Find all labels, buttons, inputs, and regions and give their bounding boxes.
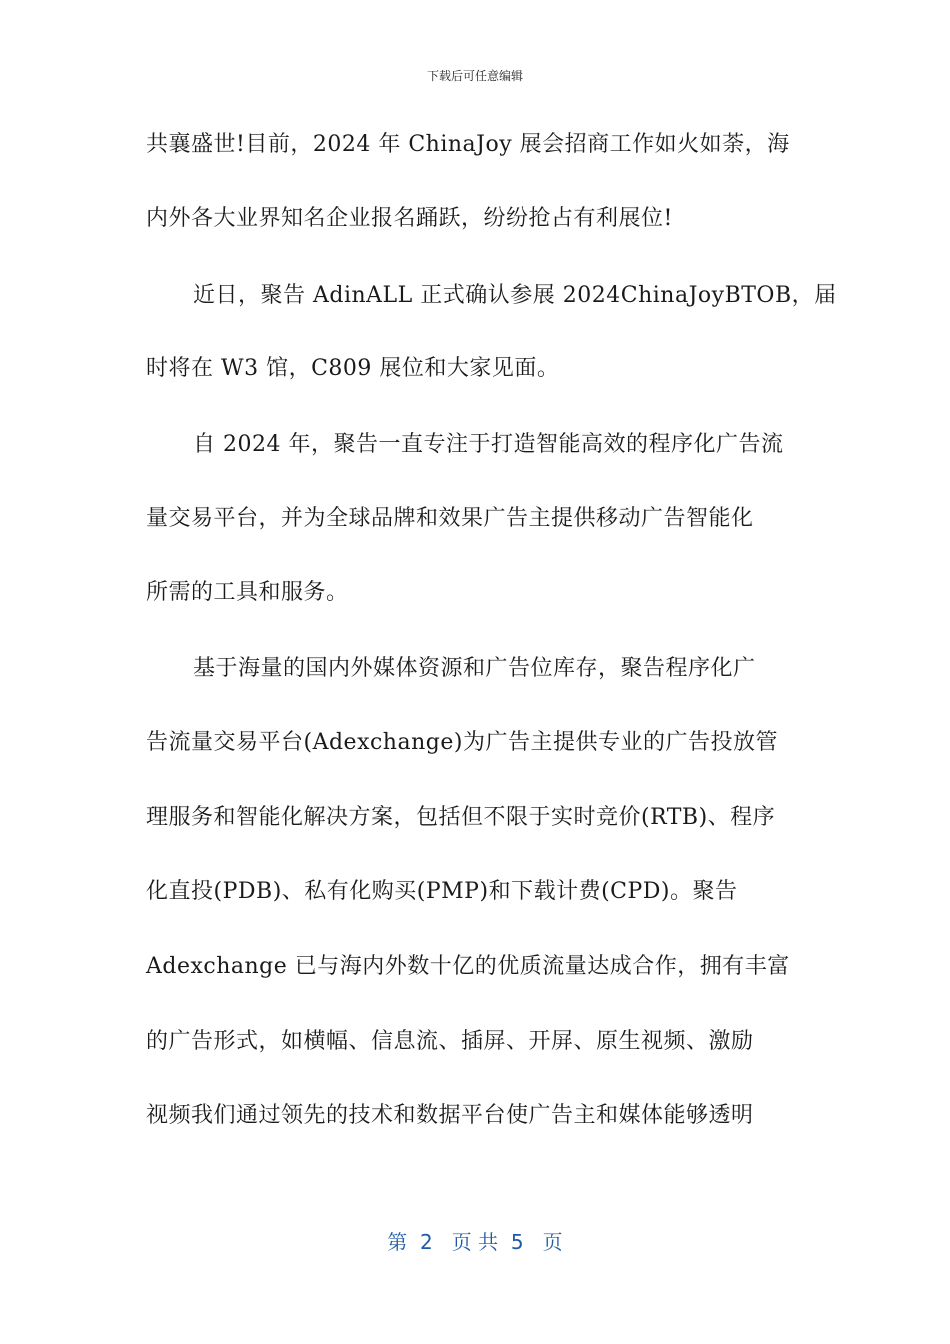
- text-line: 内外各大业界知名企业报名踊跃，纷纷抢占有利展位!: [146, 206, 673, 231]
- page-number-footer: 第 2 页 共 5 页: [387, 1230, 563, 1254]
- text-line: Adexchange 已与海内外数十亿的优质流量达成合作，拥有丰富: [146, 954, 790, 979]
- text-line: 理服务和智能化解决方案，包括但不限于实时竞价(RTB)、程序: [146, 805, 776, 830]
- text-line: 自 2024 年，聚告一直专注于打造智能高效的程序化广告流: [193, 432, 784, 457]
- text-line: 所需的工具和服务。: [146, 580, 349, 605]
- text-line: 告流量交易平台(Adexchange)为广告主提供专业的广告投放管: [146, 730, 778, 755]
- text-line: 共襄盛世!目前，2024 年 ChinaJoy 展会招商工作如火如荼，海: [146, 132, 790, 157]
- text-line: 化直投(PDB)、私有化购买(PMP)和下载计费(CPD)。聚告: [146, 879, 738, 904]
- text-line: 视频我们通过领先的技术和数据平台使广告主和媒体能够透明: [146, 1103, 754, 1128]
- text-line: 量交易平台，并为全球品牌和效果广告主提供移动广告智能化: [146, 506, 754, 531]
- page-header-note: 下载后可任意编辑: [426, 69, 523, 83]
- text-line: 基于海量的国内外媒体资源和广告位库存，聚告程序化广: [193, 656, 756, 681]
- text-line: 近日，聚告 AdinALL 正式确认参展 2024ChinaJoyBTOB，届: [193, 283, 837, 308]
- text-line: 时将在 W3 馆，C809 展位和大家见面。: [146, 356, 560, 381]
- text-line: 的广告形式，如横幅、信息流、插屏、开屏、原生视频、激励: [146, 1029, 754, 1054]
